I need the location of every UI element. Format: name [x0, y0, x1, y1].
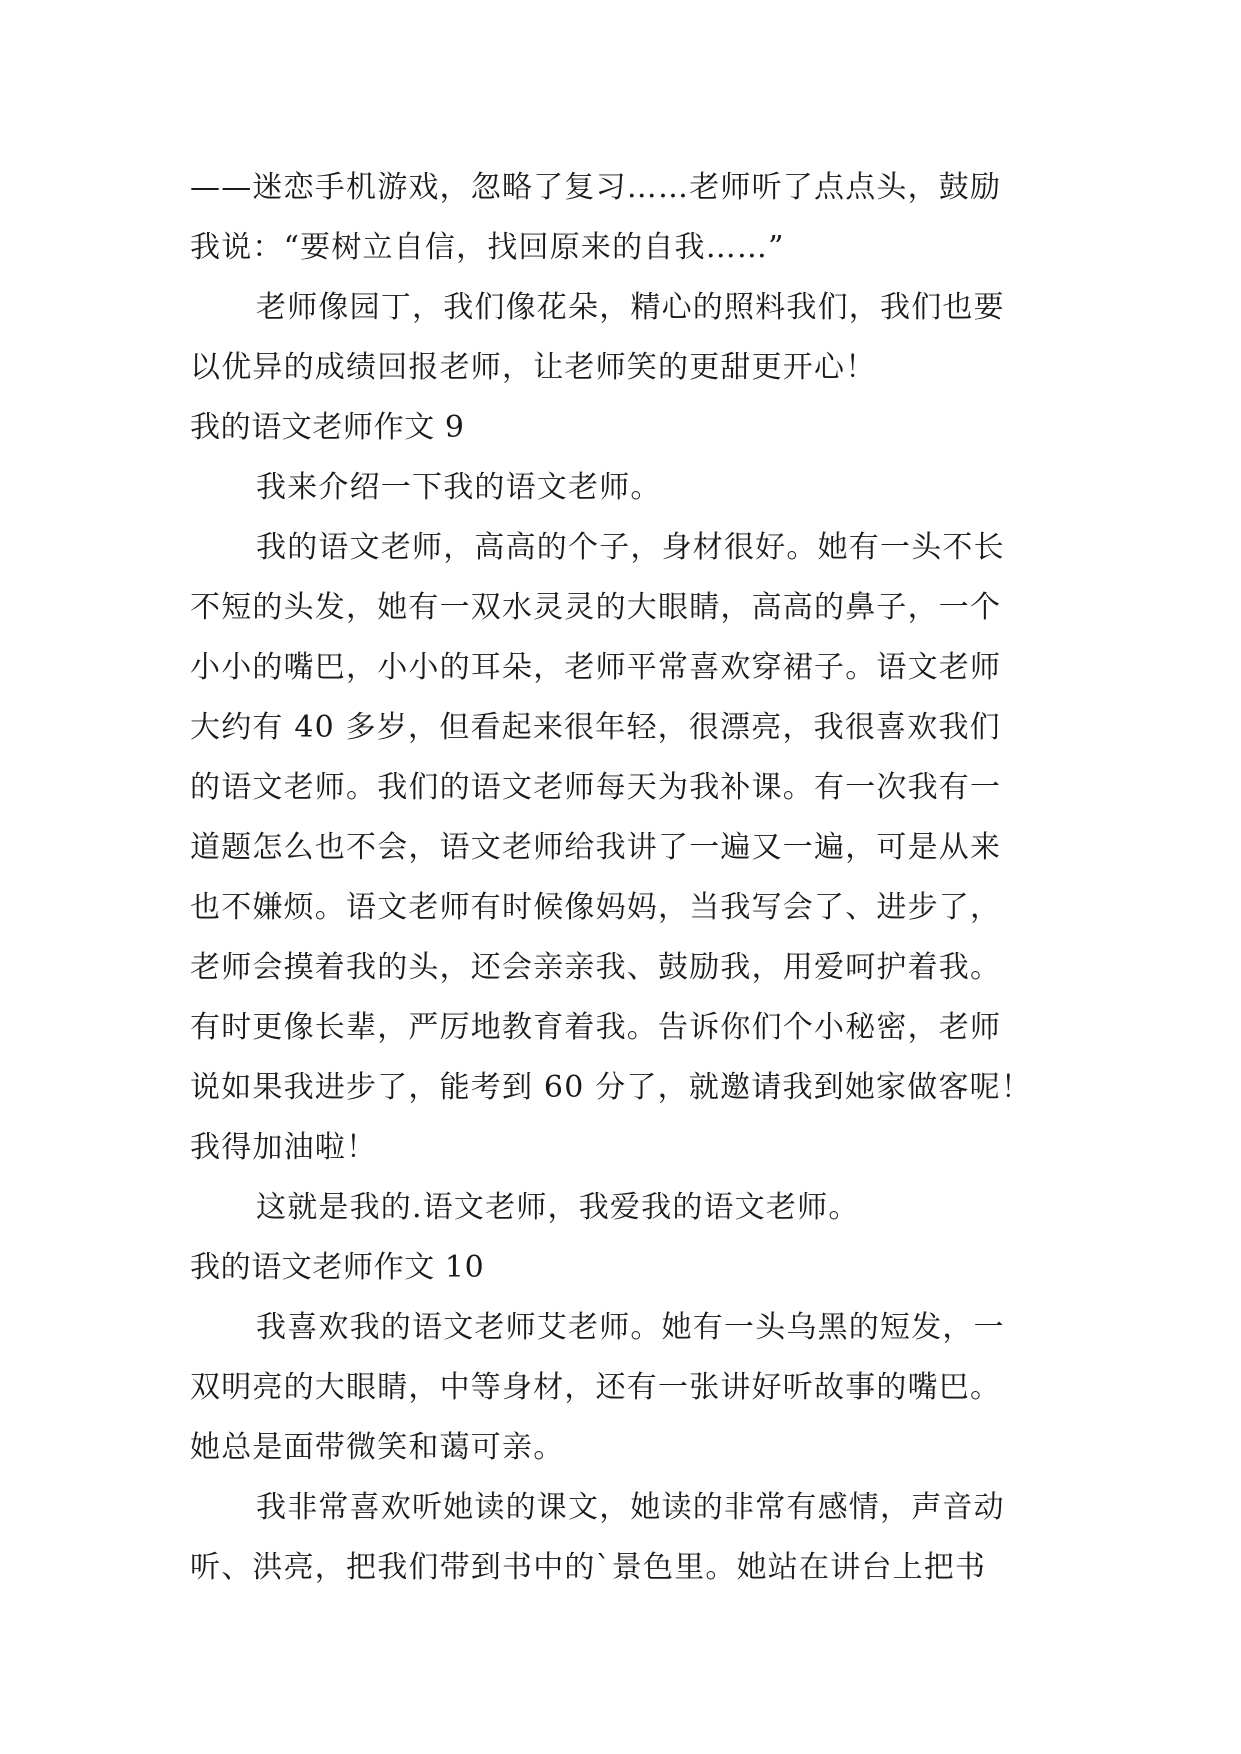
text-line: 我非常喜欢听她读的课文，她读的非常有感情，声音动 [256, 1490, 1005, 1525]
text-line: 有时更像长辈，严厉地教育着我。告诉你们个小秘密，老师 [190, 1010, 1002, 1045]
text-line: 大约有 40 多岁，但看起来很年轻，很漂亮，我很喜欢我们 [190, 710, 1001, 745]
text-line: 我说：“要树立自信，找回原来的自我……” [190, 230, 785, 265]
text-line: 老师像园丁，我们像花朵，精心的照料我们，我们也要 [256, 290, 1005, 325]
text-line: 道题怎么也不会，语文老师给我讲了一遍又一遍，可是从来 [190, 830, 1002, 865]
text-line: 的语文老师。我们的语文老师每天为我补课。有一次我有一 [190, 770, 1002, 805]
text-line: 听、洪亮，把我们带到书中的`景色里。她站在讲台上把书 [190, 1550, 987, 1585]
text-line: 我喜欢我的语文老师艾老师。她有一头乌黑的短发，一 [256, 1310, 1005, 1345]
text-line: 说如果我进步了，能考到 60 分了，就邀请我到她家做客呢！ [190, 1070, 1033, 1105]
essay-heading: 我的语文老师作文 9 [190, 410, 465, 445]
text-line: 也不嫌烦。语文老师有时候像妈妈，当我写会了、进步了， [190, 890, 1002, 925]
text-line: 不短的头发，她有一双水灵灵的大眼睛，高高的鼻子，一个 [190, 590, 1002, 625]
text-line: 我得加油啦！ [190, 1130, 378, 1165]
text-line: 这就是我的.语文老师，我爱我的语文老师。 [256, 1190, 860, 1225]
text-line: ——迷恋手机游戏，忽略了复习……老师听了点点头，鼓励 [190, 170, 1002, 205]
document-body [190, 158, 1050, 1598]
essay-heading: 我的语文老师作文 10 [190, 1250, 485, 1285]
text-line: 我来介绍一下我的语文老师。 [256, 470, 662, 505]
text-line: 以优异的成绩回报老师，让老师笑的更甜更开心！ [190, 350, 877, 385]
text-line: 小小的嘴巴，小小的耳朵，老师平常喜欢穿裙子。语文老师 [190, 650, 1002, 685]
text-line: 她总是面带微笑和蔼可亲。 [190, 1430, 565, 1465]
text-line: 老师会摸着我的头，还会亲亲我、鼓励我，用爱呵护着我。 [190, 950, 1002, 985]
text-line: 我的语文老师，高高的个子，身材很好。她有一头不长 [256, 530, 1005, 565]
text-line: 双明亮的大眼睛，中等身材，还有一张讲好听故事的嘴巴。 [190, 1370, 1002, 1405]
